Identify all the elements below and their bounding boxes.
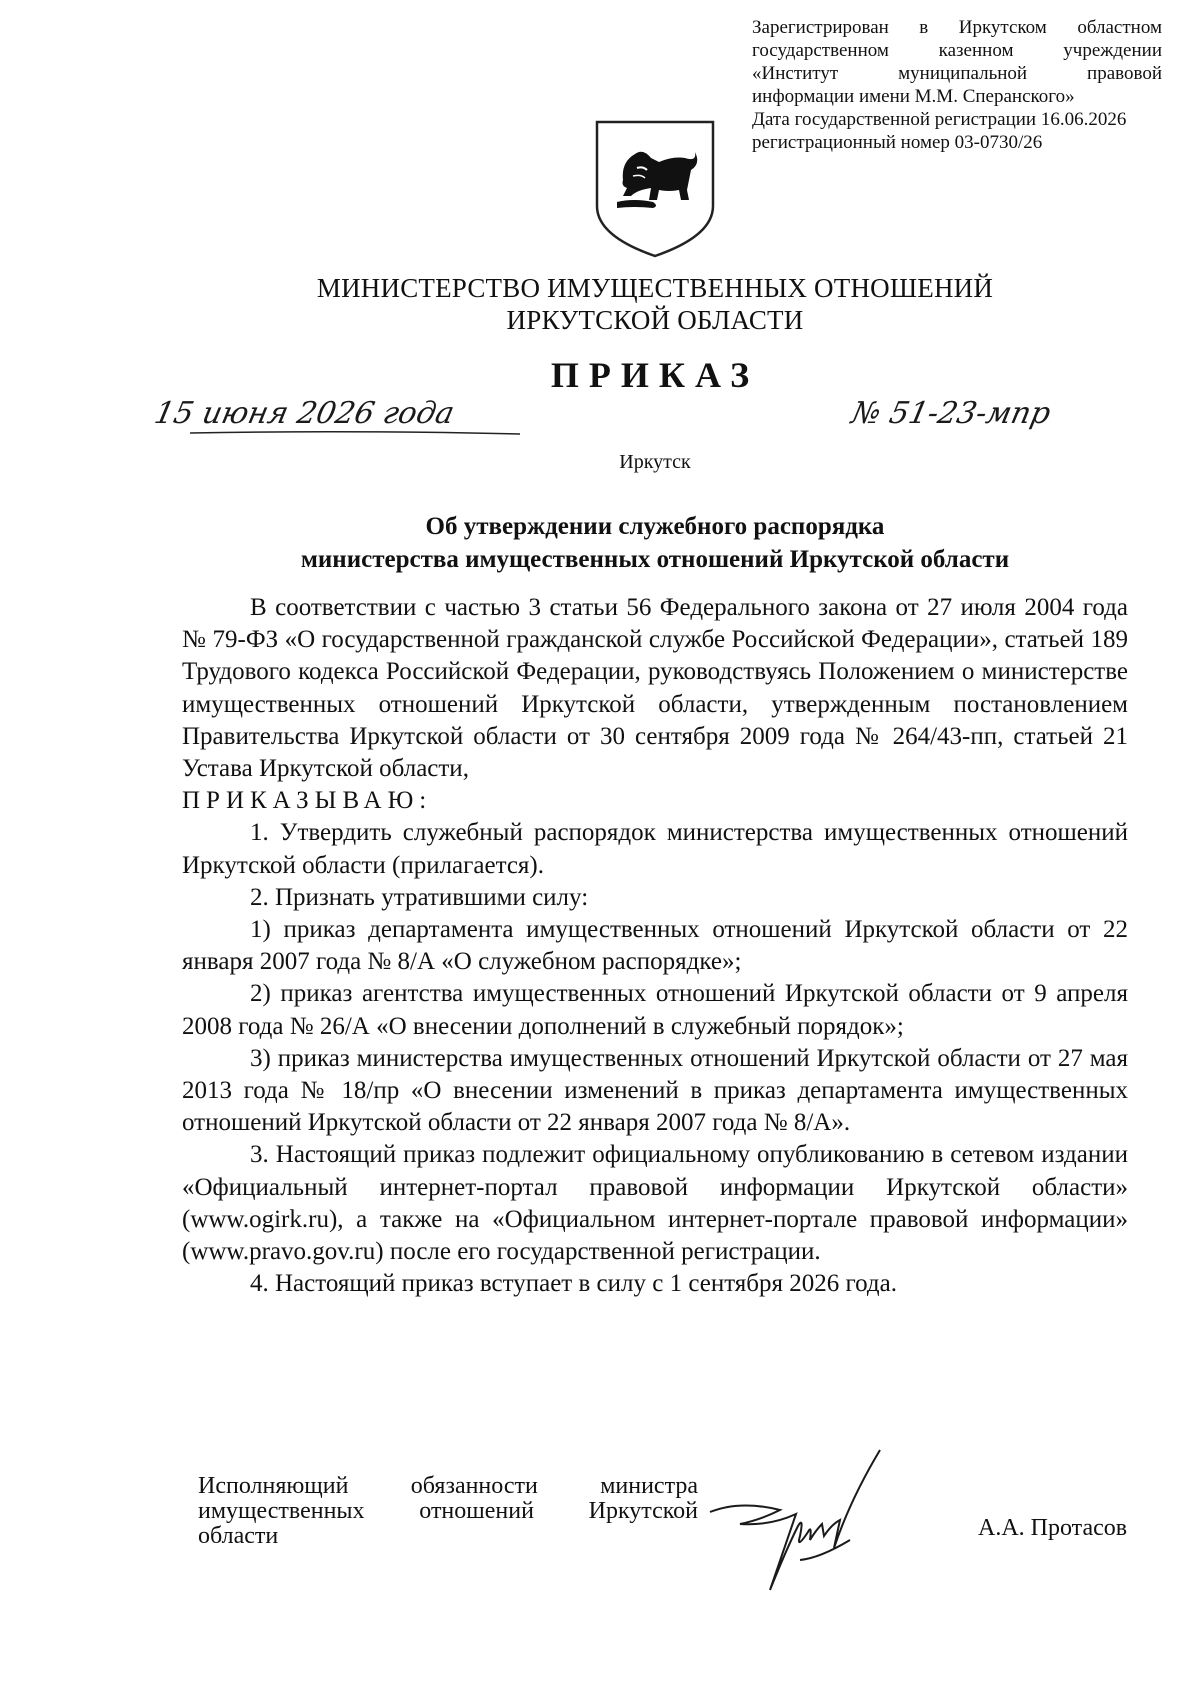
date-underline (190, 428, 520, 438)
clause-2-3: 3) приказ министерства имущественных отношений Иркутской области от 27 мая 2013 года № 18/пр «О внесении изменений в приказ департамента имущественных отношений Иркутской области от 22 января 2007 года № 8/А». (182, 1044, 1128, 1137)
preamble: В соответствии с частью 3 статьи 56 Федерального закона от 27 июля 2004 года № 79-ФЗ «О государственной гражданской службе Российской Федерации», статьей 189 Трудового кодекса Российской Федерации, руководствуясь Положением о министерстве имущественных отношений Иркутской области, утвержденным постановлением Правительства Иркутской области от 30 сентября 2009 года № 264/43-пп, статьей 21 Устава Иркутской области, (182, 594, 1128, 783)
clause-1: 1. Утвердить служебный распорядок министерства имущественных отношений Иркутской области (прилагается). (182, 819, 1128, 879)
registration-line: информации имени М.М. Сперанского» (752, 86, 1075, 107)
title-line: министерства имущественных отношений Иркутской области (300, 546, 1010, 573)
position-line: Исполняющий обязанности министра (198, 1473, 698, 1499)
signatory-position (198, 1474, 698, 1549)
title-line: Об утверждении служебного распорядка (425, 513, 885, 540)
document-type: ПРИКАЗ (550, 355, 760, 395)
handwritten-signature (700, 1440, 920, 1600)
clause-4: 4. Настоящий приказ вступает в силу с 1 сентября 2026 года. (250, 1270, 897, 1298)
registration-line: «Институт муниципальной правовой (752, 63, 1162, 84)
registration-number: регистрационный номер 03-0730/26 (752, 132, 1043, 153)
handwritten-number: № 51-23-мпр (848, 396, 1054, 431)
registration-line: Зарегистрирован в Иркутском областном (752, 17, 1162, 38)
position-line: области (198, 1523, 279, 1549)
ministry-name (0, 272, 1200, 336)
clause-2: 2. Признать утратившими силу: (250, 883, 589, 911)
coat-of-arms-icon (593, 118, 717, 260)
ministry-line: МИНИСТЕРСТВО ИМУЩЕСТВЕННЫХ ОТНОШЕНИЙ (316, 273, 994, 303)
handwritten-date: 15 июня 2026 года (151, 396, 458, 431)
signatory-name: А.А. Протасов (978, 1515, 1128, 1541)
document-body (182, 592, 1128, 1300)
city: Иркутск (619, 451, 691, 473)
clause-3: 3. Настоящий приказ подлежит официальному опубликованию в сетевом издании «Официальный интернет-портал правовой информации Иркутской области» (www.ogirk.ru), а также на «Официальном интернет-портале правовой информации» (www.pravo.gov.ru) после его государственной регистрации. (182, 1141, 1128, 1266)
document-title (0, 510, 1200, 576)
position-line: имущественных отношений Иркутской (198, 1498, 698, 1524)
ministry-line: ИРКУТСКОЙ ОБЛАСТИ (506, 305, 804, 335)
clause-2-1: 1) приказ департамента имущественных отношений Иркутской области от 22 января 2007 года № 8/А «О служебном распорядке»; (182, 916, 1128, 976)
registration-date: Дата государственной регистрации 16.06.2026 (752, 109, 1127, 130)
registration-stamp (752, 16, 1162, 154)
clause-2-2: 2) приказ агентства имущественных отношений Иркутской области от 9 апреля 2008 года № 26/А «О внесении дополнений в служебный порядок»; (182, 980, 1128, 1040)
order-word: ПРИКАЗЫВАЮ: (182, 787, 433, 815)
registration-line: государственном казенном учреждении (752, 40, 1162, 61)
